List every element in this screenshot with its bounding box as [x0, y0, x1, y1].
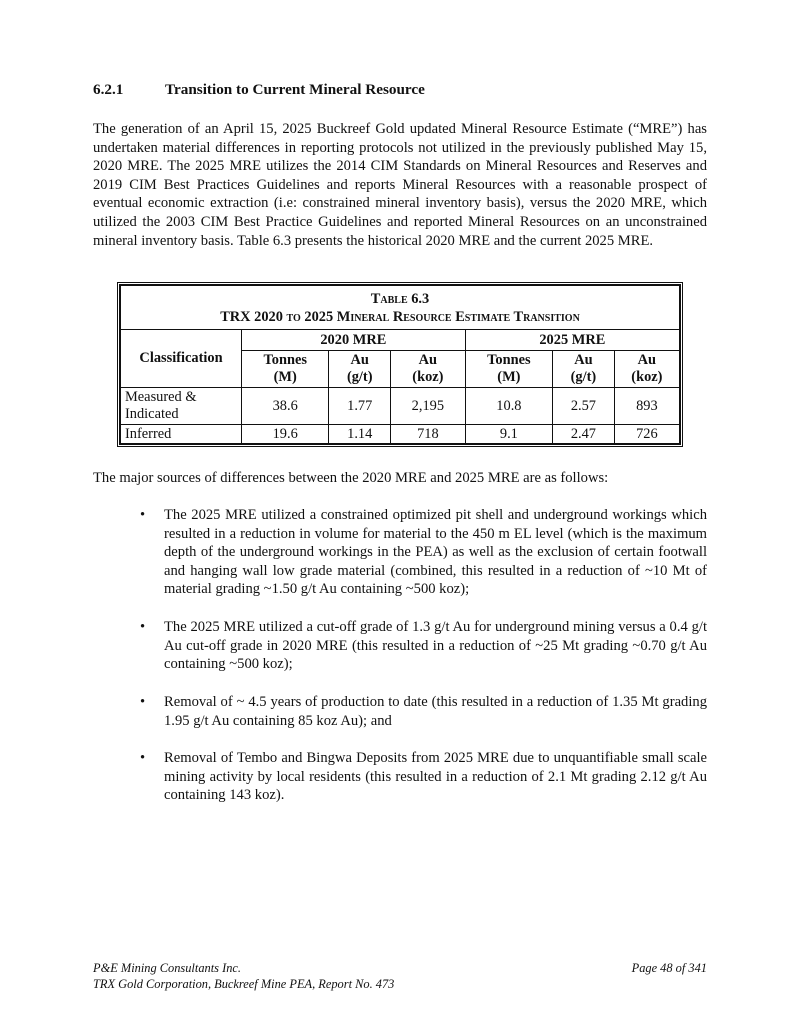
page-number: Page 48 of 341 [631, 961, 707, 975]
column-header: Au (koz) [391, 351, 466, 388]
bullet-icon: • [140, 694, 146, 710]
footer-report: TRX Gold Corporation, Buckreef Mine PEA, Report No. 473 [93, 977, 395, 991]
differences-list [93, 506, 707, 805]
table-row [121, 425, 680, 444]
bullet-icon: • [140, 750, 146, 766]
table-caption [121, 286, 680, 330]
table-cell: 38.6 [242, 388, 329, 425]
intro-paragraph: The generation of an April 15, 2025 Buckreef Gold updated Mineral Resource Estimate (“MRE”) has undertaken material differences in reporting protocols not utilized in the previously published May 15, 2020 MRE. The 2025 MRE utilizes the 2014 CIM Standards on Mineral Resources and Reserves and 2019 CIM Best Practices Guidelines and reports Mineral Resources with a reasonable prospect of eventual economic extraction (i.e: constrained mineral inventory basis), versus the 2020 MRE, which utilized the 2003 CIM Best Practice Guidelines and reported Mineral Resources on an unconstrained mineral inventory basis. Table 6.3 presents the historical 2020 MRE and the current 2025 MRE. [93, 121, 707, 249]
bullet-icon: • [140, 619, 146, 635]
table-cell: 1.14 [329, 425, 391, 444]
table-cell: 718 [391, 425, 466, 444]
table-caption-number: Table 6.3 [370, 291, 430, 307]
section-title: Transition to Current Mineral Resource [165, 81, 425, 98]
table-cell: 893 [614, 388, 679, 425]
section-number: 6.2.1 [93, 81, 124, 98]
list-item: • Removal of Tembo and Bingwa Deposits from 2025 MRE due to unquantifiable small scale mining activity by local residents (this resulted in a reduction of 2.1 Mt grading 2.12 g/t Au containing 143 koz). [140, 750, 707, 804]
column-header: Au (g/t) [329, 351, 391, 388]
footer-company: P&E Mining Consultants Inc. [93, 961, 241, 975]
column-header: Tonnes (M) [242, 351, 329, 388]
page-footer [93, 960, 707, 992]
row-label: Inferred [121, 425, 242, 444]
classification-header: Classification [121, 330, 242, 388]
table-cell: 2,195 [391, 388, 466, 425]
list-item: • The 2025 MRE utilized a constrained optimized pit shell and underground workings which resulted in a reduction in volume for material to the 450 m EL level (which is the maximum depth of the underground workings in the PEA) as well as the exclusion of certain footwall and hanging wall low grade material (combined, this resulted in a reduction of ~10 Mt of material grading ~1.50 g/t Au containing ~500 koz); [140, 507, 707, 598]
list-item: • Removal of ~ 4.5 years of production to date (this resulted in a reduction of 1.35 Mt grading 1.95 g/t Au containing 85 koz Au); and [140, 694, 707, 729]
group-header-2020: 2020 MRE [242, 330, 466, 351]
column-header: Au (koz) [614, 351, 679, 388]
column-header: Tonnes (M) [465, 351, 552, 388]
table-cell: 2.57 [553, 388, 615, 425]
resource-table [117, 282, 683, 447]
table-cell: 1.77 [329, 388, 391, 425]
differences-intro: The major sources of differences between the 2020 MRE and 2025 MRE are as follows: [93, 470, 609, 486]
table-cell: 19.6 [242, 425, 329, 444]
table-row [121, 388, 680, 425]
table-cell: 2.47 [553, 425, 615, 444]
column-header: Au (g/t) [553, 351, 615, 388]
list-item: • The 2025 MRE utilized a cut-off grade of 1.3 g/t Au for underground mining versus a 0.4 g/t Au cut-off grade in 2020 MRE (this resulted in a reduction of ~25 Mt grading ~0.70 g/t Au containing ~500 koz); [140, 619, 707, 673]
table-cell: 726 [614, 425, 679, 444]
row-label: Measured & Indicated [121, 388, 242, 425]
table-cell: 9.1 [465, 425, 552, 444]
table-caption-title: TRX 2020 to 2025 Mineral Resource Estimate Transition [220, 309, 580, 325]
table-cell: 10.8 [465, 388, 552, 425]
group-header-2025: 2025 MRE [465, 330, 679, 351]
section-heading [93, 81, 425, 99]
bullet-icon: • [140, 507, 146, 523]
